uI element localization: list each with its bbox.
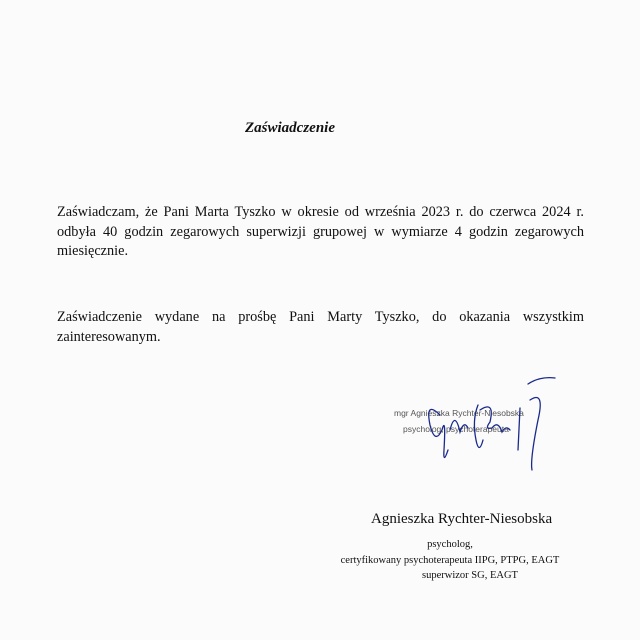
stamp-line-1: mgr Agnieszka Rychter-Niesobska bbox=[394, 408, 524, 418]
stamp-line-2: psycholog, psychoterapeuta bbox=[403, 424, 509, 434]
document-title: Zaświadczenie bbox=[245, 120, 335, 136]
paragraph-purpose: Zaświadczenie wydane na prośbę Pani Marty Tyszko, do okazania wszystkim zainteresowanym. bbox=[57, 309, 584, 345]
credential-line: certyfikowany psychoterapeuta IIPG, PTPG, EAGT bbox=[340, 554, 560, 566]
handwritten-signature bbox=[380, 370, 580, 480]
signatory-name: Agnieszka Rychter-Niesobska bbox=[371, 511, 553, 527]
paragraph-certification: Zaświadczam, że Pani Marta Tyszko w okresie od września 2023 r. do czerwca 2024 r. odbyła 40 godzin zegarowych superwizji grupowej w wymiarze 4 godzin zegarowych miesięcznie. bbox=[57, 204, 584, 259]
signatory-credentials bbox=[340, 537, 560, 584]
credential-line: superwizor SG, EAGT bbox=[422, 570, 518, 581]
credential-line: psycholog, bbox=[427, 539, 473, 550]
